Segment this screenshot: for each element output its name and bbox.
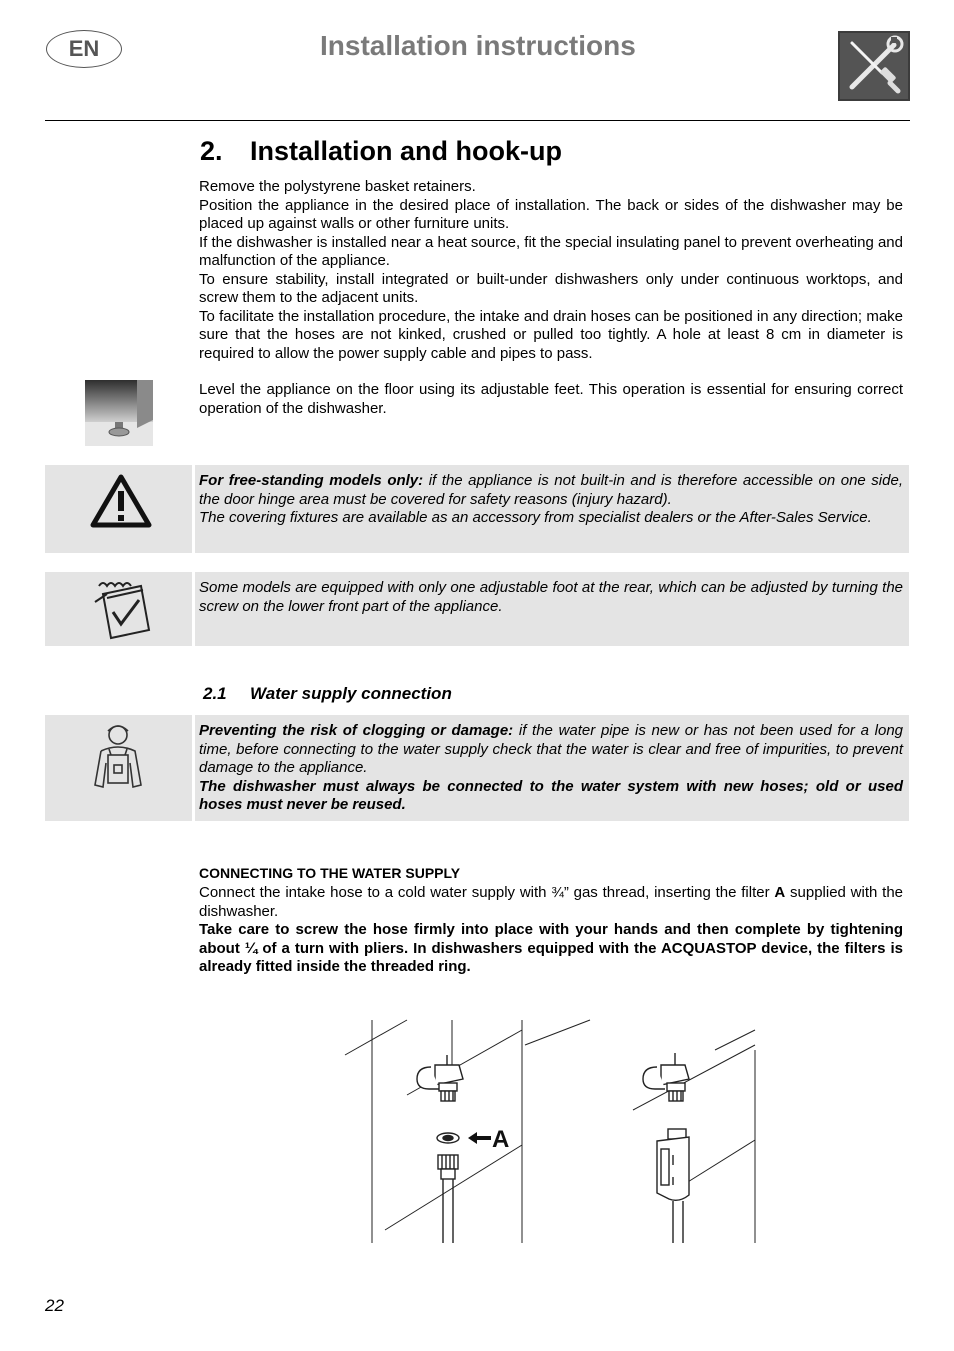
intro-line: To facilitate the installation procedure, the intake and drain hoses can be positioned in any direction; make sure that the hoses are not kinked, crushed or pulled too tightly. A hole at least 8 cm in diameter is required to allow the power supply cable and pipes to pass. [199,307,903,362]
subsection-title-text: Water supply connection [250,684,452,703]
filter-label: A [492,1126,510,1153]
intro-paragraphs [199,178,903,363]
page-title [200,136,562,167]
foot-note-text: Some models are equipped with only one adjustable foot at the rear, which can be adjusted by turning the screw on the lower front part of the appliance. [199,579,903,615]
notepad-check-icon [45,572,192,646]
warning-note-text [199,472,903,528]
section-number: 2. [200,136,223,166]
intro-line: To ensure stability, install integrated or built-under dishwashers only under continuous worktops, and screw them to the adjacent units. [199,270,903,306]
warning-note-body2: The covering fixtures are available as an accessory from specialist dealers or the After-Sales Service. [199,509,872,526]
filter-letter: A [774,884,786,901]
water-note-bold2: The dishwasher must always be connected to the water system with new hoses; old or used hoses must never be reused. [199,777,903,813]
water-connection-diagram [335,1015,765,1245]
subsection-number: 2.1 [203,684,227,703]
adjustable-foot-icon [85,380,153,446]
leveling-text: Level the appliance on the floor using its adjustable feet. This operation is essential for ensuring correct operation of the dishwasher. [199,381,903,417]
header-title: Installation instructions [320,30,636,61]
header-rule [45,120,910,121]
page-number: 22 [45,1296,64,1315]
intro-line: Position the appliance in the desired place of installation. The back or sides of the dishwasher may be placed up against walls or other furniture units. [199,196,903,232]
water-note [45,715,909,821]
section-title-text: Installation and hook-up [250,136,562,166]
intro-line: Remove the polystyrene basket retainers. [199,178,476,195]
connecting-heading: CONNECTING TO THE WATER SUPPLY [199,865,461,881]
connecting-text-a: Connect the intake hose to a cold water supply with ¾” gas thread, inserting the filter [199,884,775,901]
intro-line: If the dishwasher is installed near a heat source, fit the special insulating panel to prevent overheating and malfunction of the appliance. [199,233,903,269]
warning-icon-cell [45,465,192,553]
screwdriver-wrench-icon [838,31,910,101]
warning-note-body: if the appliance is not built-in and is therefore accessible on one side, the door hinge area must be covered for safety reasons (injury hazard). [199,472,903,508]
connecting-text-b: supplied with the dishwasher. [199,884,904,920]
connecting-line [199,884,903,921]
foot-note [45,572,909,646]
connecting-text [199,884,903,977]
language-badge: EN [46,30,122,68]
warning-note [45,465,909,553]
subsection-title [203,684,452,704]
warning-note-bold: For free-standing models only: [199,472,424,489]
connecting-bold-text: Take care to screw the hose firmly into place with your hands and then complete by tightening about ¼ of a turn with pliers. In dishwashers equipped with the ACQUASTOP device, the filters is already fitted inside the threaded ring. [199,921,903,975]
connecting-bold-line [199,921,903,977]
water-note-text [199,722,903,815]
technician-icon [45,715,192,821]
water-note-body: if the water pipe is new or has not been used for a long time, before connecting to the water supply check that the water is clear and free of impurities, to prevent damage to the appliance. [199,722,904,776]
water-note-bold: Preventing the risk of clogging or damage: [199,722,514,739]
